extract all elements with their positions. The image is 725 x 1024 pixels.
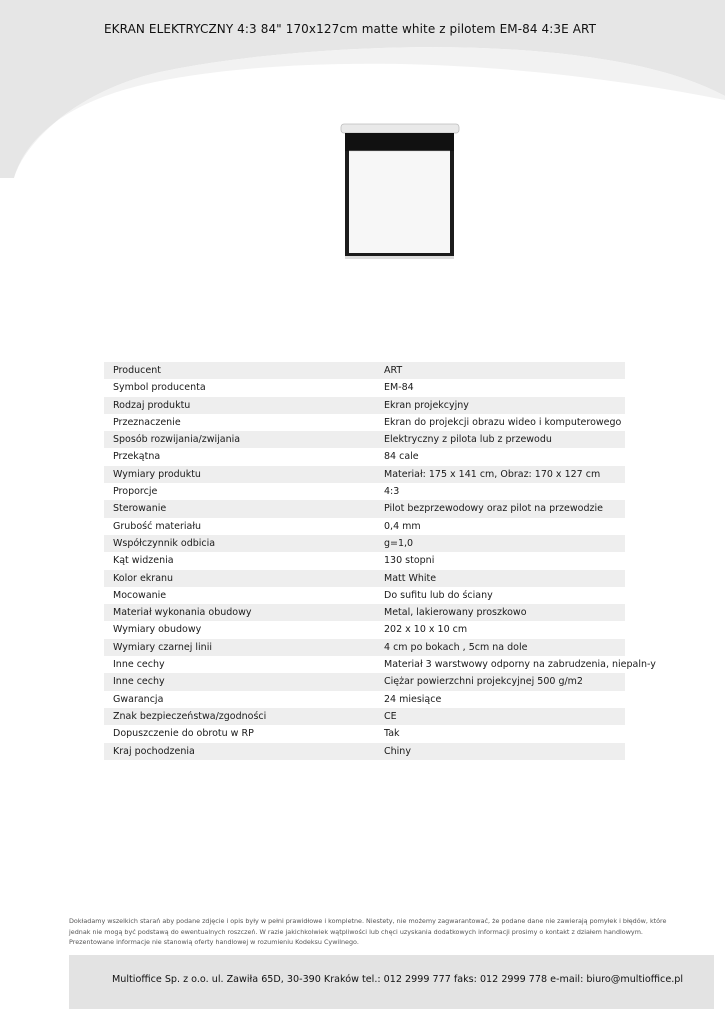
spec-label: Inne cechy: [104, 656, 375, 673]
spec-row: [104, 414, 625, 431]
company-contact-info: Multioffice Sp. z o.o. ul. Zawiła 65D, 30-390 Kraków tel.: 012 2999 777 faks: 012 2999 778 e-mail: biuro@multioffice.pl: [112, 974, 684, 985]
spec-value: Ciężar powierzchni projekcyjnej 500 g/m2: [375, 673, 625, 690]
spec-row: [104, 639, 625, 656]
spec-value: Materiał: 175 x 141 cm, Obraz: 170 x 127 cm: [375, 466, 625, 483]
spec-label: Materiał wykonania obudowy: [104, 604, 375, 621]
spec-row: [104, 431, 625, 448]
spec-value: 0,4 mm: [375, 518, 625, 535]
projection-screen-image: [313, 104, 485, 262]
spec-row: [104, 535, 625, 552]
spec-label: Mocowanie: [104, 587, 375, 604]
spec-label: Wymiary czarnej linii: [104, 639, 375, 656]
spec-row: [104, 587, 625, 604]
spec-value: Metal, lakierowany proszkowo: [375, 604, 625, 621]
spec-value: 84 cale: [375, 448, 625, 465]
spec-label: Grubość materiału: [104, 518, 375, 535]
spec-label: Wymiary obudowy: [104, 621, 375, 638]
spec-row: [104, 691, 625, 708]
spec-label: Współczynnik odbicia: [104, 535, 375, 552]
spec-value: Pilot bezprzewodowy oraz pilot na przewodzie: [375, 500, 625, 517]
spec-row: [104, 397, 625, 414]
spec-row: [104, 483, 625, 500]
spec-label: Przeznaczenie: [104, 414, 375, 431]
spec-value: 4:3: [375, 483, 625, 500]
spec-label: Symbol producenta: [104, 379, 375, 396]
spec-label: Kraj pochodzenia: [104, 743, 375, 760]
spec-value: Tak: [375, 725, 625, 742]
spec-label: Sterowanie: [104, 500, 375, 517]
spec-value: 24 miesiące: [375, 691, 625, 708]
spec-row: [104, 604, 625, 621]
page-title: EKRAN ELEKTRYCZNY 4:3 84" 170x127cm matte white z pilotem EM-84 4:3E ART: [104, 22, 597, 36]
spec-row: [104, 708, 625, 725]
spec-value: EM-84: [375, 379, 625, 396]
spec-value: 4 cm po bokach , 5cm na dole: [375, 639, 625, 656]
spec-value: 202 x 10 x 10 cm: [375, 621, 625, 638]
spec-value: Do sufitu lub do ściany: [375, 587, 625, 604]
spec-value: ART: [375, 362, 625, 379]
spec-row: [104, 621, 625, 638]
spec-value: CE: [375, 708, 625, 725]
spec-label: Dopuszczenie do obrotu w RP: [104, 725, 375, 742]
spec-label: Gwarancja: [104, 691, 375, 708]
spec-value: g=1,0: [375, 535, 625, 552]
spec-row: [104, 725, 625, 742]
spec-row: [104, 673, 625, 690]
spec-row: [104, 448, 625, 465]
spec-row: [104, 570, 625, 587]
spec-label: Producent: [104, 362, 375, 379]
spec-row: [104, 466, 625, 483]
spec-row: [104, 743, 625, 760]
spec-label: Przekątna: [104, 448, 375, 465]
spec-label: Kąt widzenia: [104, 552, 375, 569]
spec-value: Matt White: [375, 570, 625, 587]
spec-value: Elektryczny z pilota lub z przewodu: [375, 431, 625, 448]
disclaimer-text: Dokładamy wszelkich starań aby podane zdjęcie i opis były w pełni prawidłowe i kompletne. Niestety, nie możemy zagwarantować, że podane dane nie zawierają pomyłek i błędów, które jednak nie mogą być podstawą do ewentualnych roszczeń. W razie jakichkolwiek wątpliwości lub chęci uzyskania dodatkowych informacji prosimy o kontakt z działem handlowym. Prezentowane informacje nie stanowią oferty handlowej w rozumieniu Kodeksu Cywilnego.: [69, 917, 667, 946]
spec-label: Wymiary produktu: [104, 466, 375, 483]
spec-value: Ekran do projekcji obrazu wideo i komputerowego: [375, 414, 625, 431]
footer-band: [69, 955, 714, 1009]
spec-label: Rodzaj produktu: [104, 397, 375, 414]
spec-value: 130 stopni: [375, 552, 625, 569]
spec-label: Kolor ekranu: [104, 570, 375, 587]
spec-value: Chiny: [375, 743, 625, 760]
spec-row: [104, 362, 625, 379]
spec-label: Znak bezpieczeństwa/zgodności: [104, 708, 375, 725]
spec-row: [104, 518, 625, 535]
spec-row: [104, 656, 625, 673]
spec-label: Inne cechy: [104, 673, 375, 690]
spec-value: Ekran projekcyjny: [375, 397, 625, 414]
spec-row: [104, 552, 625, 569]
spec-value: Materiał 3 warstwowy odporny na zabrudzenia, niepaln-y: [375, 656, 625, 673]
spec-row: [104, 500, 625, 517]
specification-table: [104, 362, 656, 760]
spec-label: Sposób rozwijania/zwijania: [104, 431, 375, 448]
spec-label: Proporcje: [104, 483, 375, 500]
spec-row: [104, 379, 625, 396]
